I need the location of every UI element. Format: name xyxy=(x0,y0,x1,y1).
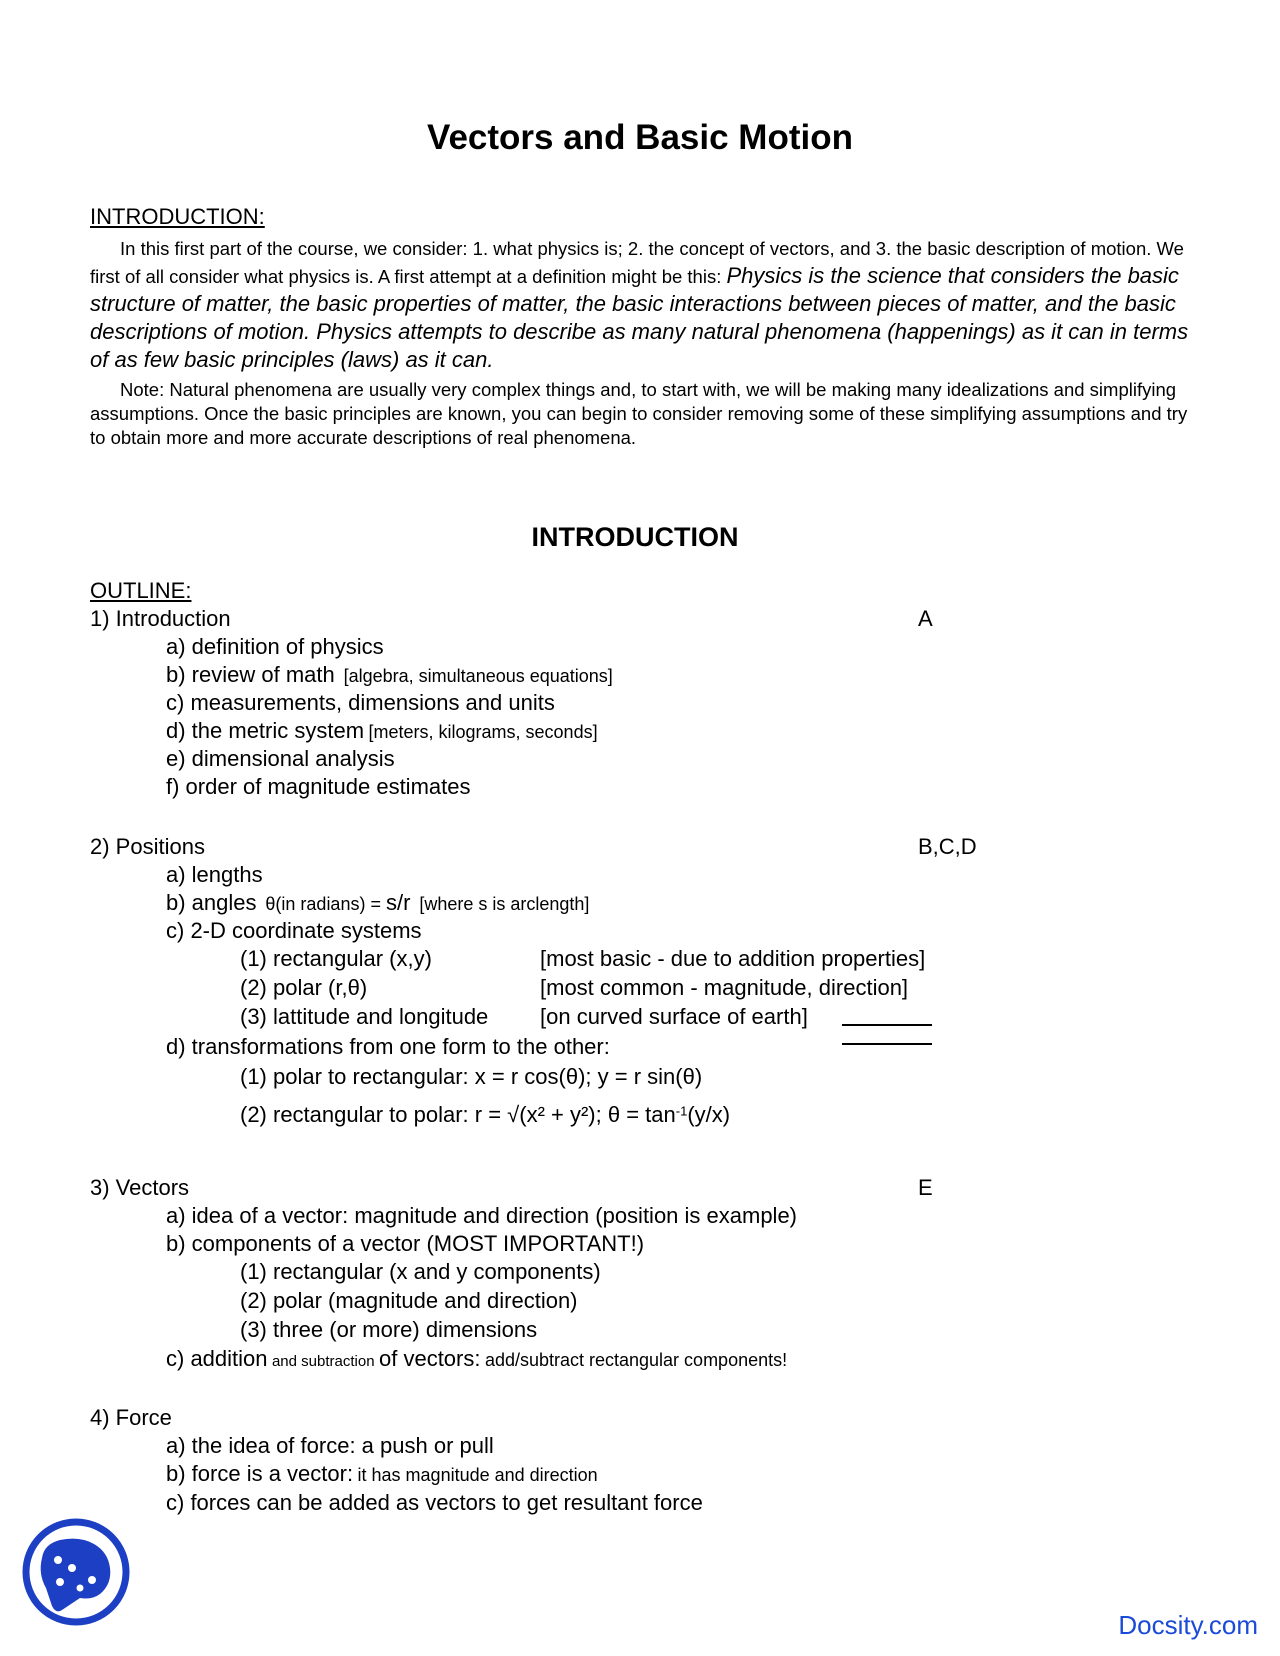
outline-item-3b3: (3) three (or more) dimensions xyxy=(240,1317,538,1342)
outline-item-2b: b) angles θ(in radians) = s/r [where s is arclength] xyxy=(166,890,590,915)
intro-note: Note: Natural phenomena are usually very complex things and, to start with, we will be making many idealizations and simplifying assumptions. Once the basic principles are known, you can begin to consider removing some of these simplifying assumptions and try to obtain more and more accurate descriptions of real phenomena. xyxy=(90,379,1188,448)
outline-item-2c3: (3) lattitude and longitude xyxy=(240,1004,489,1029)
outline-item-1d: d) the metric system [meters, kilograms, seconds] xyxy=(166,718,598,743)
outline-item-2c1: (1) rectangular (x,y) xyxy=(240,946,432,971)
outline-item-2d2: (2) rectangular to polar: r = √(x² + y²); $\theta = \tan^{-1}(y/x)$ xyxy=(240,1102,731,1127)
outline-heading: OUTLINE: xyxy=(90,578,192,603)
outline-item-2c2-note: [most common - magnitude, direction] xyxy=(540,975,909,1000)
outline-item-3: 3) Vectors xyxy=(90,1175,190,1200)
outline-item-1-chapter: A xyxy=(918,606,933,631)
docsity-brand-link[interactable]: Docsity.com xyxy=(1118,1610,1258,1640)
intro-heading: INTRODUCTION: xyxy=(90,204,265,229)
outline-item-3a: a) idea of a vector: magnitude and direction (position is example) xyxy=(166,1203,798,1228)
outline-item-2-chapter: B,C,D xyxy=(918,834,977,859)
outline-item-4b: b) force is a vector: it has magnitude and direction xyxy=(166,1461,598,1486)
outline-item-2c2: (2) polar (r,θ) xyxy=(240,975,368,1000)
intro-definition: Physics is the science that considers the basic structure of matter, the basic properties of matter, the basic interactions between pieces of matter, and the basic descriptions of motion. Physics attempts to describe as many natural phenomena (happenings) as it can in terms of as few basic principles (laws) as it can. xyxy=(90,263,1189,372)
section-title: INTRODUCTION xyxy=(531,522,739,552)
docsity-logo-icon[interactable] xyxy=(22,1518,130,1626)
intro-paragraph-plain: In this first part of the course, we consider: 1. what physics is; 2. the concept of vectors, and 3. the basic description of motion. We first of all consider what physics is. A first attempt at a definition might be this: xyxy=(90,238,1184,287)
outline-item-2: 2) Positions xyxy=(90,834,205,859)
outline-item-2c1-note: [most basic - due to addition properties] xyxy=(540,946,926,971)
outline-item-3b1: (1) rectangular (x and y components) xyxy=(240,1259,601,1284)
outline-item-2d1: (1) polar to rectangular: x = r cos(θ); y = r sin(θ) xyxy=(240,1064,703,1089)
outline-item-3b: b) components of a vector (MOST IMPORTANT!) xyxy=(166,1231,645,1256)
page-title: Vectors and Basic Motion xyxy=(427,118,853,157)
outline-item-1b: b) review of math [algebra, simultaneous equations] xyxy=(166,662,613,687)
outline-item-3c: c) addition and subtraction of vectors: add/subtract rectangular components! xyxy=(166,1346,788,1371)
outline-item-1a: a) definition of physics xyxy=(166,634,384,659)
outline-item-2d: d) transformations from one form to the other: xyxy=(166,1034,610,1059)
outline-item-4c: c) forces can be added as vectors to get resultant force xyxy=(166,1490,703,1515)
outline-item-4a: a) the idea of force: a push or pull xyxy=(166,1433,494,1458)
outline-item-1e: e) dimensional analysis xyxy=(166,746,395,771)
outline-item-1c: c) measurements, dimensions and units xyxy=(166,690,555,715)
outline-item-2c: c) 2-D coordinate systems xyxy=(166,918,422,943)
signature-line-top xyxy=(842,1024,932,1026)
outline-item-4: 4) Force xyxy=(90,1405,172,1430)
outline-item-1f: f) order of magnitude estimates xyxy=(166,774,471,799)
signature-line-bottom xyxy=(842,1043,932,1045)
intro-body xyxy=(90,236,1190,450)
outline-item-1: 1) Introduction xyxy=(90,606,231,631)
outline-item-3b2: (2) polar (magnitude and direction) xyxy=(240,1288,578,1313)
outline-item-2c3-note: [on curved surface of earth] xyxy=(540,1004,808,1029)
outline-item-2a: a) lengths xyxy=(166,862,263,887)
outline-item-3-chapter: E xyxy=(918,1175,933,1200)
